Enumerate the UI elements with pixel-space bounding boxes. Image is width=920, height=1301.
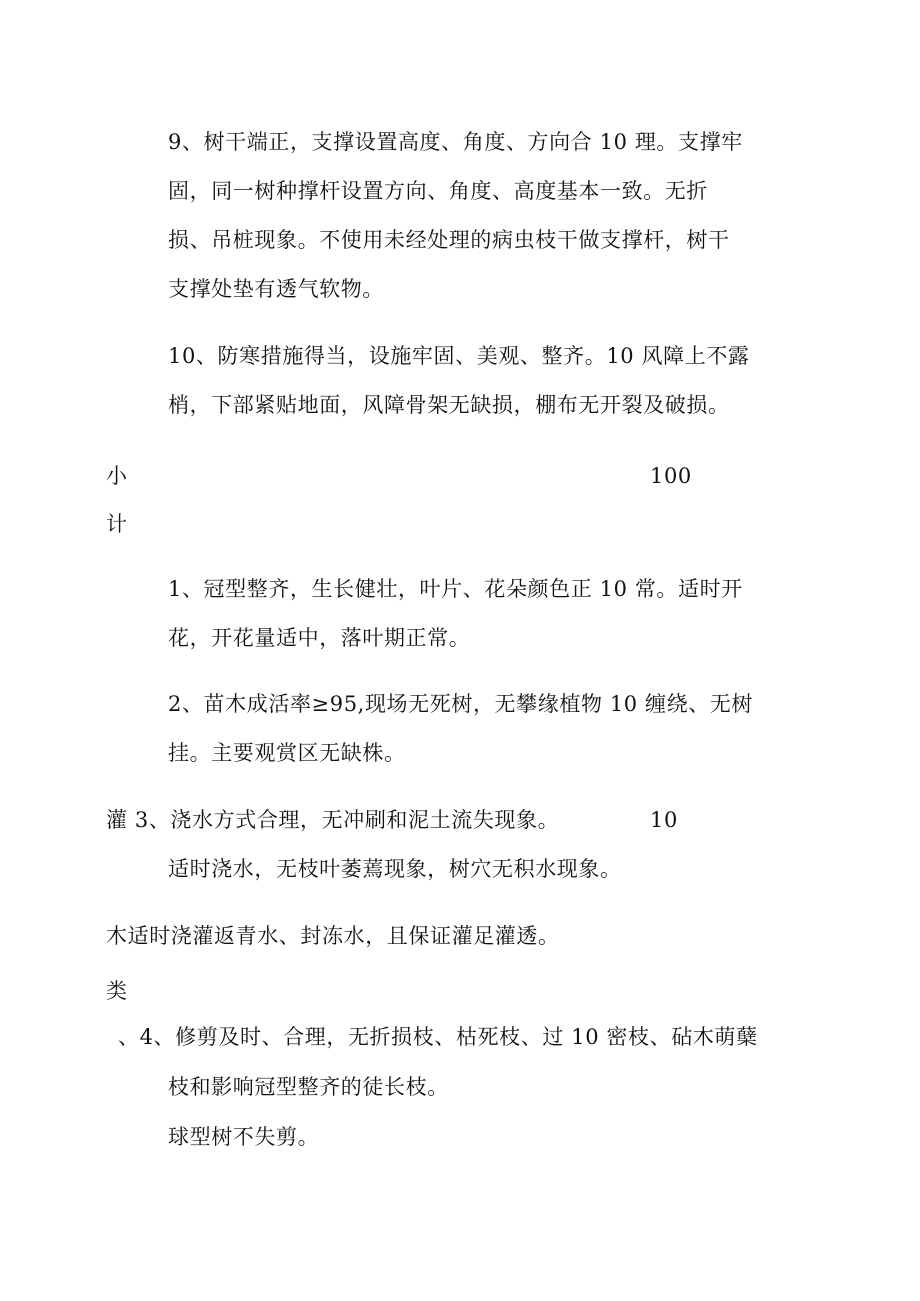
irrigation-item4-line2: 枝和影响冠型整齐的徒长枝。 <box>168 1075 449 1099</box>
irrigation-item3-line1: 灌 3、浇水方式合理，无冲刷和泥土流失现象。 <box>106 808 560 832</box>
irrigation-item4-line3: 球型树不失剪。 <box>168 1125 320 1149</box>
subtotal-label-char1: 小 <box>106 464 128 488</box>
irrigation-item2-line1: 2、苗木成活率≥95,现场无死树，无攀缘植物 10 缠绕、无树 <box>168 692 754 716</box>
item10-line2: 梢，下部紧贴地面，风障骨架无缺损，棚布无开裂及破损。 <box>168 393 730 417</box>
subtotal-label-char2: 计 <box>106 512 128 536</box>
item10-line1: 10、防寒措施得当，设施牢固、美观、整齐。10 风障上不露 <box>168 344 750 368</box>
subtotal-score: 100 <box>650 464 692 488</box>
irrigation-item1-line2: 花，开花量适中，落叶期正常。 <box>168 626 471 650</box>
irrigation-item3-line3: 木适时浇灌返青水、封冻水，且保证灌足灌透。 <box>106 924 560 948</box>
item9-line2: 固，同一树种撑杆设置方向、角度、高度基本一致。无折 <box>168 179 708 203</box>
item9-line1: 9、树干端正，支撑设置高度、角度、方向合 10 理。支撑牢 <box>168 130 743 154</box>
irrigation-item2-line2: 挂。主要观赏区无缺株。 <box>168 741 406 765</box>
irrigation-item1-line1: 1、冠型整齐，生长健壮，叶片、花朵颜色正 10 常。适时开 <box>168 577 743 601</box>
irrigation-item3-line4: 类 <box>106 979 128 1003</box>
irrigation-item4-line1: 、4、修剪及时、合理，无折损枝、枯死枝、过 10 密枝、砧木萌蘖 <box>118 1025 758 1049</box>
item9-line4: 支撑处垫有透气软物。 <box>168 277 384 301</box>
irrigation-item3-line2: 适时浇水，无枝叶萎蔫现象，树穴无积水现象。 <box>168 857 622 881</box>
item9-line3: 损、吊桩现象。不使用未经处理的病虫枝干做支撑杆，树干 <box>168 228 730 252</box>
irrigation-item3-score: 10 <box>650 808 678 832</box>
